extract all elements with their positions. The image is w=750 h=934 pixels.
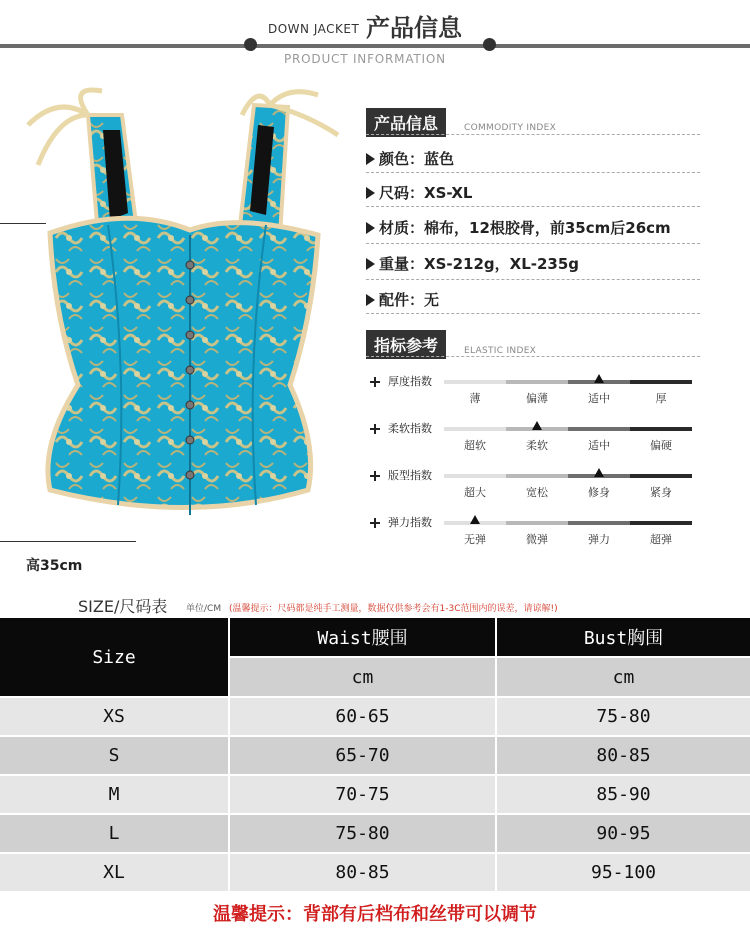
table-cell-size: S	[0, 737, 228, 774]
index-option: 微弹	[526, 533, 548, 546]
index-options	[444, 390, 692, 406]
table-cell-waist: 75-80	[230, 815, 495, 852]
table-cell-size: XL	[0, 854, 228, 891]
size-chart-footer: 温馨提示：背部有后档布和丝带可以调节	[213, 903, 537, 925]
index-options	[444, 531, 692, 547]
size-chart-unit: 单位/CM	[186, 604, 222, 614]
index-marker	[594, 374, 604, 383]
table-cell-bust: 90-95	[497, 815, 750, 852]
info-tag: 产品信息	[366, 108, 446, 137]
table-cell-bust: 85-90	[497, 776, 750, 813]
index-marker	[470, 515, 480, 524]
divider	[366, 206, 700, 207]
arrow-icon	[366, 258, 375, 270]
table-cell-waist: 65-70	[230, 737, 495, 774]
index-option: 薄	[469, 392, 481, 405]
info-row-color: 颜色：蓝色	[366, 148, 454, 169]
index-option: 偏硬	[650, 439, 672, 452]
divider	[366, 279, 700, 280]
header-size: Size	[0, 618, 228, 696]
header-waist-unit: cm	[230, 658, 495, 696]
index-option: 弹力	[588, 533, 610, 546]
index-options	[444, 484, 692, 500]
table-cell-bust: 80-85	[497, 737, 750, 774]
size-chart-note: (温馨提示：尺码都是纯手工测量，数据仅供参考会有1-3C范围内的误差，请谅解!)	[229, 604, 558, 614]
index-option: 适中	[588, 439, 610, 452]
header-bust-unit: cm	[497, 658, 750, 696]
table-cell-size: M	[0, 776, 228, 813]
info-row-material: 材质：棉布，12根胶骨，前35cm后26cm	[366, 217, 671, 238]
index-label: 版型指数	[388, 469, 432, 482]
table-cell-size: L	[0, 815, 228, 852]
index-scale	[444, 427, 692, 431]
divider	[366, 356, 700, 357]
divider	[366, 134, 700, 135]
index-option: 修身	[588, 486, 610, 499]
index-scale	[444, 521, 692, 525]
product-image	[18, 85, 348, 555]
height-label: 高35cm	[26, 558, 83, 574]
plus-icon	[370, 471, 380, 481]
index-label: 弹力指数	[388, 516, 432, 529]
table-cell-size: XS	[0, 698, 228, 735]
header-bust: Bust胸围	[497, 618, 750, 656]
index-option: 无弹	[464, 533, 486, 546]
plus-icon	[370, 424, 380, 434]
index-marker	[532, 421, 542, 430]
plus-icon	[370, 377, 380, 387]
height-guide-bottom	[0, 541, 136, 542]
index-options	[444, 437, 692, 453]
index-option: 厚	[655, 392, 667, 405]
index-option: 超大	[464, 486, 486, 499]
info-row-weight: 重量：XS-212g，XL-235g	[366, 253, 579, 274]
table-cell-waist: 70-75	[230, 776, 495, 813]
info-row-size: 尺码：XS-XL	[366, 182, 473, 203]
header-rule	[0, 44, 750, 48]
index-option: 超软	[464, 439, 486, 452]
index-tag-en: ELASTIC INDEX	[464, 346, 537, 356]
header-rule-right-dot	[483, 38, 496, 51]
arrow-icon	[366, 153, 375, 165]
header-rule-left-dot	[244, 38, 257, 51]
index-option: 超弹	[650, 533, 672, 546]
height-guide-top	[0, 223, 46, 224]
header-cn-title: 产品信息	[366, 14, 462, 42]
header-en-title: DOWN JACKET	[268, 22, 360, 36]
corset-illustration	[18, 85, 348, 555]
index-option: 偏薄	[526, 392, 548, 405]
plus-icon	[370, 518, 380, 528]
table-cell-bust: 95-100	[497, 854, 750, 891]
divider	[366, 313, 700, 314]
index-label: 厚度指数	[388, 375, 432, 388]
divider	[366, 243, 700, 244]
info-row-accessories: 配件：无	[366, 289, 439, 310]
arrow-icon	[366, 187, 375, 199]
index-tag: 指标参考	[366, 330, 446, 359]
index-option: 宽松	[526, 486, 548, 499]
index-option: 紧身	[650, 486, 672, 499]
size-chart-caption: SIZE/尺码表	[78, 597, 168, 616]
index-scale	[444, 474, 692, 478]
info-tag-en: COMMODITY INDEX	[464, 123, 557, 133]
index-option: 适中	[588, 392, 610, 405]
table-cell-waist: 60-65	[230, 698, 495, 735]
arrow-icon	[366, 222, 375, 234]
table-cell-bust: 75-80	[497, 698, 750, 735]
index-label: 柔软指数	[388, 422, 432, 435]
arrow-icon	[366, 294, 375, 306]
header-subtitle: PRODUCT INFORMATION	[284, 52, 446, 66]
divider	[366, 172, 700, 173]
index-marker	[594, 468, 604, 477]
header-waist: Waist腰围	[230, 618, 495, 656]
index-option: 柔软	[526, 439, 548, 452]
index-scale	[444, 380, 692, 384]
table-cell-waist: 80-85	[230, 854, 495, 891]
